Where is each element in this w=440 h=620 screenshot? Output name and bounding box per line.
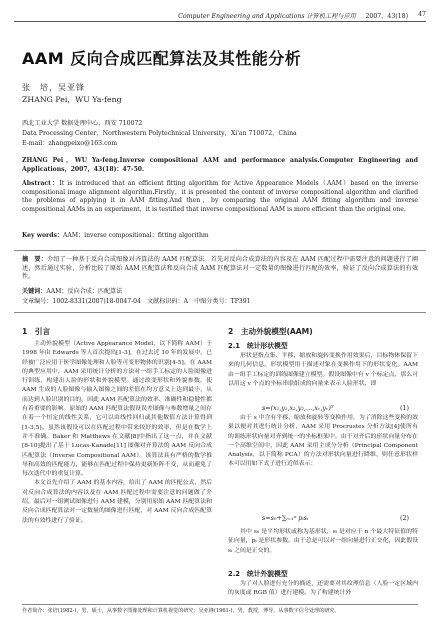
keywords-english	[22, 232, 418, 241]
subsection-2-2-title: 2.2 统计外貌模型	[228, 570, 288, 578]
abstract-text: It is introduced that an efficient fitting algorithm for Active Appearance Models（AAM）based on the inverse compositional image alignment algorithm.Firstly，it is presented the content of inverse compositional algorithm and clarified the problems of applying it in AAM fitting.And then，by comparing the original AAM fitting algorithm and inverse compositional AAMs in an experiment，it is testified that inverse compositional AAM is more efficient than the original one.	[22, 180, 418, 213]
journal-name: Computer Engineering and Applications 计算机工程与应用	[178, 13, 356, 20]
equation-2-number: (2)	[400, 514, 410, 522]
keywords-cn-text: AAM；反向合成；匹配算法	[46, 288, 123, 295]
equation-1: s=(x₁,y₁,x₂,y₂,…,xᵥ,yᵥ)ᵀ	[262, 404, 334, 412]
abstract-label: Abstract：	[22, 180, 60, 187]
equation-2: s=s₀+∑ᵢ₌₁ⁿ pᵢsᵢ	[262, 514, 309, 522]
subsection-2-1-text: 形状是指点集、平移、缩放和旋转变换作用效果后，目标物体保留下来的几何信息。形状模型用于描述对象在变换作用下的形状变化。AAM 由一组手工标定的训练图像建立模型。假设图像中有 v 个标定点，那么可以用这 v 个点的坐标串联组成的向量来表示人脸形状，即	[228, 353, 418, 387]
abstract-cn-text: 介绍了一种基于反向合成图像对齐算法的 AAM 匹配算法。首先对反向合成算法的内容及在 AAM 匹配过程中需要注意的问题进行了阐述，然后通过实验，分析比较了原始 AAM 匹配算法和反向合成 AAM 匹配算法对一定数量的图像进行匹配的效率，验证了反向合成算法的有效性。	[22, 256, 418, 281]
equation-1-number: (1)	[400, 404, 410, 412]
citation: ZHANG Pei，WU Ya-feng.Inverse compositional AAM and performance analysis.Computer Engineering and Applications，2007，43(18)：47-50.	[22, 157, 418, 173]
keywords-cn-label: 关键词：	[22, 288, 47, 295]
abstract-cn-label: 摘 要：	[22, 256, 48, 263]
author-email: E-mail：zhangpeixo@163.com	[22, 140, 118, 147]
author-footnote: 作者简介：张培(1982-)，男，硕士，从事数字图像处理和计算机视觉的研究；吴亚锋(1961-)，男，教授，博导，从事数字信号处理的研究。	[22, 604, 418, 614]
running-header	[14, 8, 426, 22]
subsection-2-1-title: 2.1 统计形状模型	[228, 342, 288, 350]
paragraph: 主动外貌模型（Active Appearance Model，以下简称 AAM）于 1998 年由 Edwards 等人首次提出[1-3]，在过去近 10 年的发展中，已经被广泛应用于医学图像处理和人脸等可变形物体的识别[4-5]。在 AAM 的典型应用中，AAM 采用统计分析的方法对一组手工标定的人脸图像进行训练，构建出人脸的形状和外貌模型。通过改变形状和外貌参数，使 AAM 生成的人脸图像与输入图像之间的差值在均方意义上达到最小，从而达到人脸识别的目的。因此 AAM 匹配算法的效率、准确性和稳健性都有着重要的影响。原始的 AAM 匹配算法假设误差图像与参数增量之间存在着一个恒定的线性关系，它可以由线性回归或其他数值方法计算得到[1-3,5]。虽然该假设可以在匹配过程中带来较好的效率，但是在数学上并不准确。Baker 和 Matthews 在文献[8]中指出了这一点，并在文献[8-10]提出了基于 Lucas-Kanade[11] 图像对齐算法的 AAM 反向合成匹配算法（Inverse Compositional AAM）。该算法具有严格的数学推导和高效的匹配能力，能够在匹配过程中保持更新矩阵不变，从而避免了每次迭代中的重复计算。	[22, 341, 212, 478]
divider	[14, 312, 426, 313]
authors-english: ZHANG Pei，WU Ya-feng	[22, 95, 122, 104]
subsection-2-1-text-2: 由于 s 中含有平移、缩放和旋转等变换作用，为了消除这些变换的效果以便对其进行统计分析，AAM 采用 Procrustes 分析方法[4]使所有的训练形状向量对齐到统一的坐标框架中。由于对齐后的形状向量分布在一个高维空间中，因此 AAM 采用主成分分析（Principal Component Analysis，以下简称 PCA）的方法对形状向量进行降维，则任意形状样本可以用如下式子进行近似表示：	[228, 415, 418, 468]
page-number: 47	[418, 11, 426, 18]
keywords-text: AAM；inverse compositional；fitting algorithm	[63, 232, 209, 239]
classification-line: 文章编号：1002-8331(2007)18-0047-04 文献标识码：A 中图分类号：TP391	[22, 298, 251, 305]
affiliation-chinese: 西北工业大学 数据处理中心，西安 710072	[22, 120, 143, 127]
authors-chinese: 张 培，吴亚锋	[22, 83, 85, 92]
affiliation-english: Data Processing Center，Northwestern Polytechnical University，Xi'an 710072，China	[22, 130, 297, 137]
subsection-2-1-text-3: 其中 s₀ 是平均形状或称为基形状，sᵢ 是对应于 n 个最大特征值的特征向量，pᵢ 是形状参数。由于总是可以对一组向量进行正交化，因此假设 sᵢ 之间是正交的。	[228, 529, 418, 554]
issue-date: 2007，43(18)	[365, 13, 408, 20]
keywords-label: Key words：	[22, 232, 64, 239]
section-1-title: 1 引言	[22, 327, 51, 336]
abstract-english	[22, 180, 418, 214]
abstract-chinese	[22, 256, 418, 282]
paragraph: 本文首先介绍了 AAM 的基本内容，给出了 AAM 的匹配公式，然后对反向合成算法的内容以及在 AAM 匹配过程中需要注意的问题做了介绍，最后对一组测试图像进行 AAM 建模，分别用原始 AAM 匹配算法和反向合成匹配算法对一定数量的图像进行匹配，对 AAM 反向合成匹配算法的有效性进行了验证。	[22, 480, 212, 524]
section-1-body	[22, 340, 212, 600]
section-2-title: 2 主动外貌模型(AAM)	[228, 327, 313, 336]
subsection-2-2-text: 为了对人脸进行充分的描述，还需要对其纹理信息（人脸一定区域内的灰度或 RGB 值）进行建模。为了构建统计外	[228, 581, 418, 597]
divider	[14, 250, 426, 251]
keywords-chinese	[22, 288, 418, 297]
paper-title: AAM 反向合成匹配算法及其性能分析	[22, 49, 302, 68]
